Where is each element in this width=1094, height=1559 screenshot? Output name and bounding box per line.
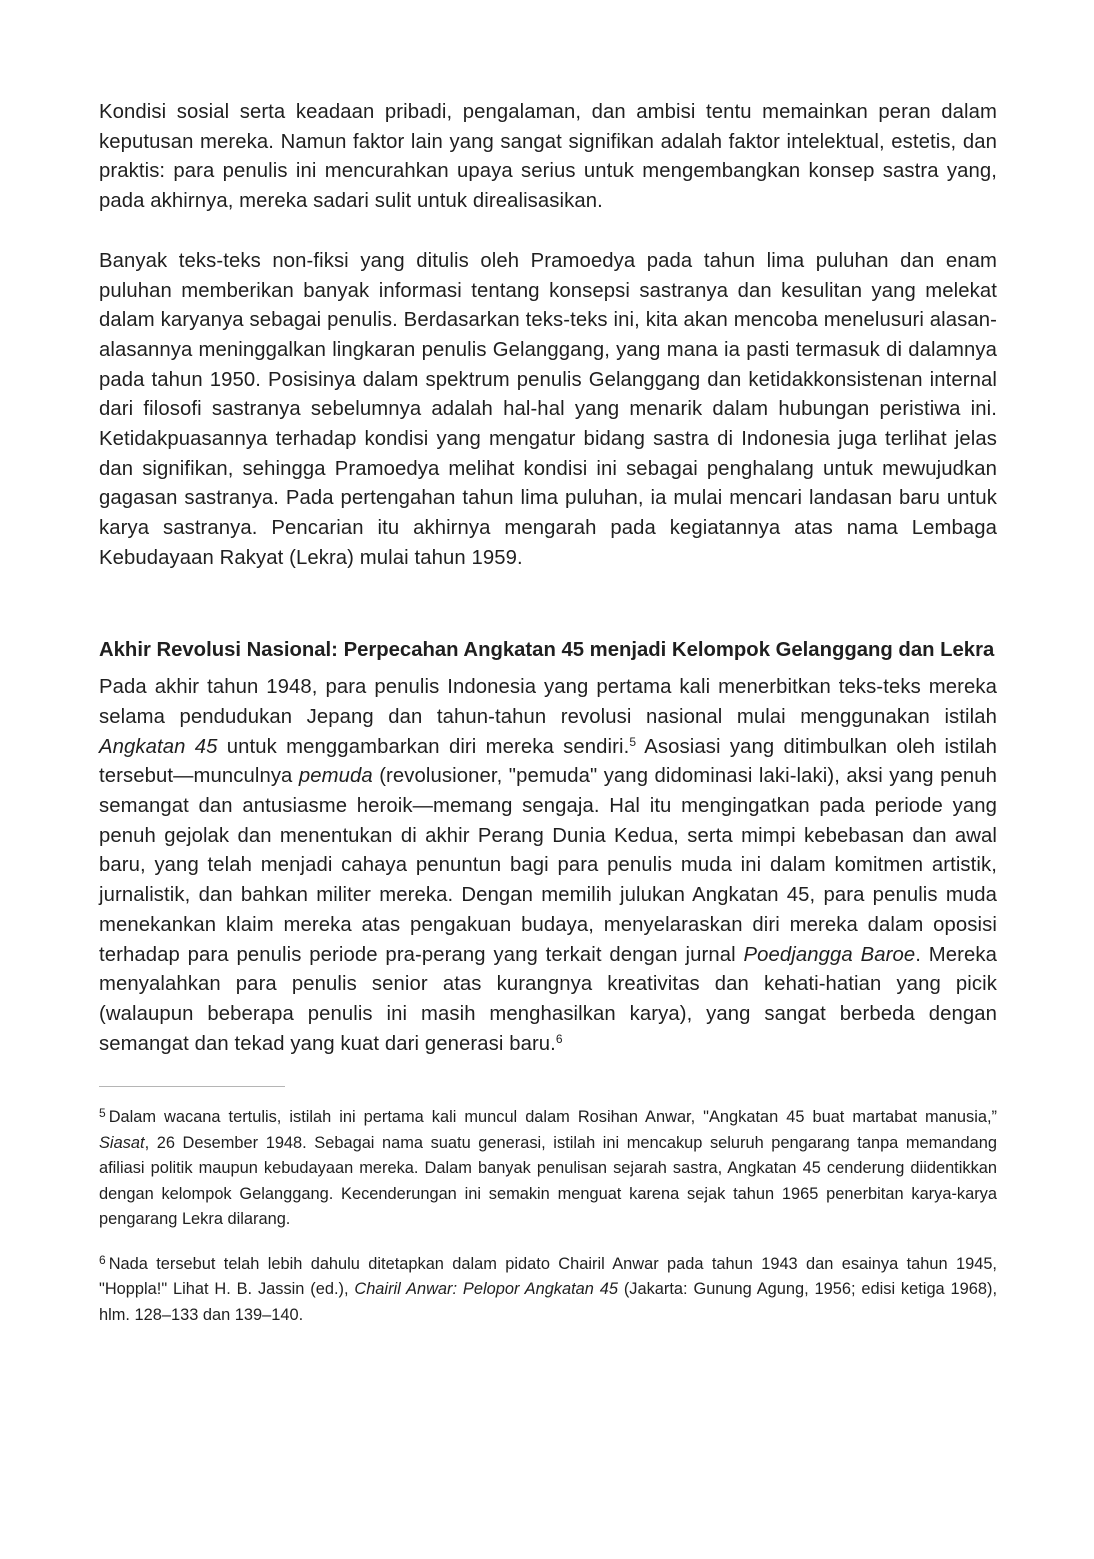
footnote-ref-6[interactable]: 6 bbox=[555, 1031, 563, 1046]
footnote-text: Nada tersebut telah lebih dahulu ditetapkan dalam pidato Chairil Anwar pada tahun 1943 dan esainya tahun 1945, "Hoppla!" Lihat H. B. Jassin (ed.), bbox=[99, 1254, 997, 1299]
footnote-5 bbox=[99, 1105, 997, 1233]
footnote-italic: Siasat bbox=[99, 1133, 145, 1152]
text-run: Pada akhir tahun 1948, para penulis Indonesia yang pertama kali menerbitkan teks-teks mereka selama pendudukan Jepang dan tahun-tahun revolusi nasional mulai menggunakan istilah bbox=[99, 676, 997, 728]
section-heading: Akhir Revolusi Nasional: Perpecahan Angkatan 45 menjadi Kelompok Gelanggang dan Lekra bbox=[99, 638, 995, 661]
footnote-text: Dalam wacana tertulis, istilah ini pertama kali muncul dalam Rosihan Anwar, "Angkatan 45 buat martabat manusia,” bbox=[108, 1108, 997, 1127]
italic-term-pemuda: pemuda bbox=[298, 765, 373, 788]
footnote-text: (Jakarta: Gunung Agung, 1956; edisi ketiga 1968), hlm. 128–133 dan 139–140. bbox=[99, 1280, 997, 1324]
footnote-number: 5 bbox=[99, 1106, 106, 1121]
paragraph-2: Banyak teks-teks non-fiksi yang ditulis oleh Pramoedya pada tahun lima puluhan dan enam puluhan memberikan banyak informasi tentang konsepsi sastranya dan kesulitan yang melekat dalam karyanya sebagai penulis. Berdasarkan teks-teks ini, kita akan mencoba menelusuri alasan-alasannya meninggalkan lingkaran penulis Gelanggang, yang mana ia pasti termasuk di dalamnya pada tahun 1950. Posisinya dalam spektrum penulis Gelanggang dan ketidakkonsistenan internal dari filosofi sastranya sebelumnya adalah hal-hal yang menarik dalam hubungan peristiwa ini. Ketidakpuasannya terhadap kondisi yang mengatur bidang sastra di Indonesia juga terlihat jelas dan signifikan, sehingga Pramoedya melihat kondisi ini sebagai penghalang untuk mewujudkan gagasan sastranya. Pada pertengahan tahun lima puluhan, ia mulai mencari landasan baru untuk karya sastranya. Pencarian itu akhirnya mengarah pada kegiatannya atas nama Lembaga Kebudayaan Rakyat (Lekra) mulai tahun 1959. bbox=[99, 249, 997, 569]
document-page bbox=[99, 98, 997, 1328]
footnote-ref-5[interactable]: 5 bbox=[629, 734, 637, 749]
italic-term-angkatan-45: Angkatan 45 bbox=[99, 735, 218, 758]
footnote-6 bbox=[99, 1252, 997, 1329]
footnote-text: , 26 Desember 1948. Sebagai nama suatu generasi, istilah ini mencakup seluruh pengarang tanpa memandang afiliasi politik maupun kebudayaan mereka. Dalam banyak penulisan sejarah sastra, Angkatan 45 cenderung diidentikkan dengan kelompok Gelanggang. Kecenderungan ini semakin menguat karena sejak tahun 1965 penerbitan karya-karya pengarang Lekra dilarang. bbox=[99, 1133, 997, 1229]
text-run: . Mereka menyalahkan para penulis senior atas kurangnya kreativitas dan kehati-hatian yang picik (walaupun beberapa penulis ini masih menghasilkan karya), yang sangat berbeda dengan semangat dan tekad yang kuat dari generasi baru. bbox=[99, 943, 997, 1055]
section-paragraph bbox=[99, 673, 997, 1059]
paragraph-1: Kondisi sosial serta keadaan pribadi, pengalaman, dan ambisi tentu memainkan peran dalam keputusan mereka. Namun faktor lain yang sangat signifikan adalah faktor intelektual, estetis, dan praktis: para penulis ini mencurahkan upaya serius untuk mengembangkan konsep sastra yang, pada akhirnya, mereka sadari sulit untuk direalisasikan. bbox=[99, 101, 997, 213]
footnote-italic: Chairil Anwar: Pelopor Angkatan 45 bbox=[354, 1280, 618, 1299]
text-run: Asosiasi yang ditimbulkan oleh istilah tersebut—munculnya bbox=[99, 735, 997, 788]
text-run: (revolusioner, "pemuda" yang didominasi laki-laki), aksi yang penuh semangat dan antusiasme heroik—memang sengaja. Hal itu mengingatkan pada periode yang penuh gejolak dan menentukan di akhir Perang Dunia Kedua, serta mimpi kebebasan dan awal baru, yang telah menjadi cahaya penuntun bagi para penulis muda ini dalam komitmen artistik, jurnalistik, dan bahkan militer mereka. Dengan memilih julukan Angkatan 45, para penulis muda menekankan klaim mereka atas pengakuan budaya, menyelaraskan diri mereka dalam oposisi terhadap para penulis periode pra-perang yang terkait dengan jurnal bbox=[99, 765, 997, 966]
italic-journal-title: Poedjangga Baroe bbox=[743, 943, 916, 966]
footnote-separator bbox=[99, 1086, 285, 1087]
footnote-number: 6 bbox=[99, 1252, 106, 1267]
text-run: untuk menggambarkan diri mereka sendiri. bbox=[217, 735, 630, 758]
